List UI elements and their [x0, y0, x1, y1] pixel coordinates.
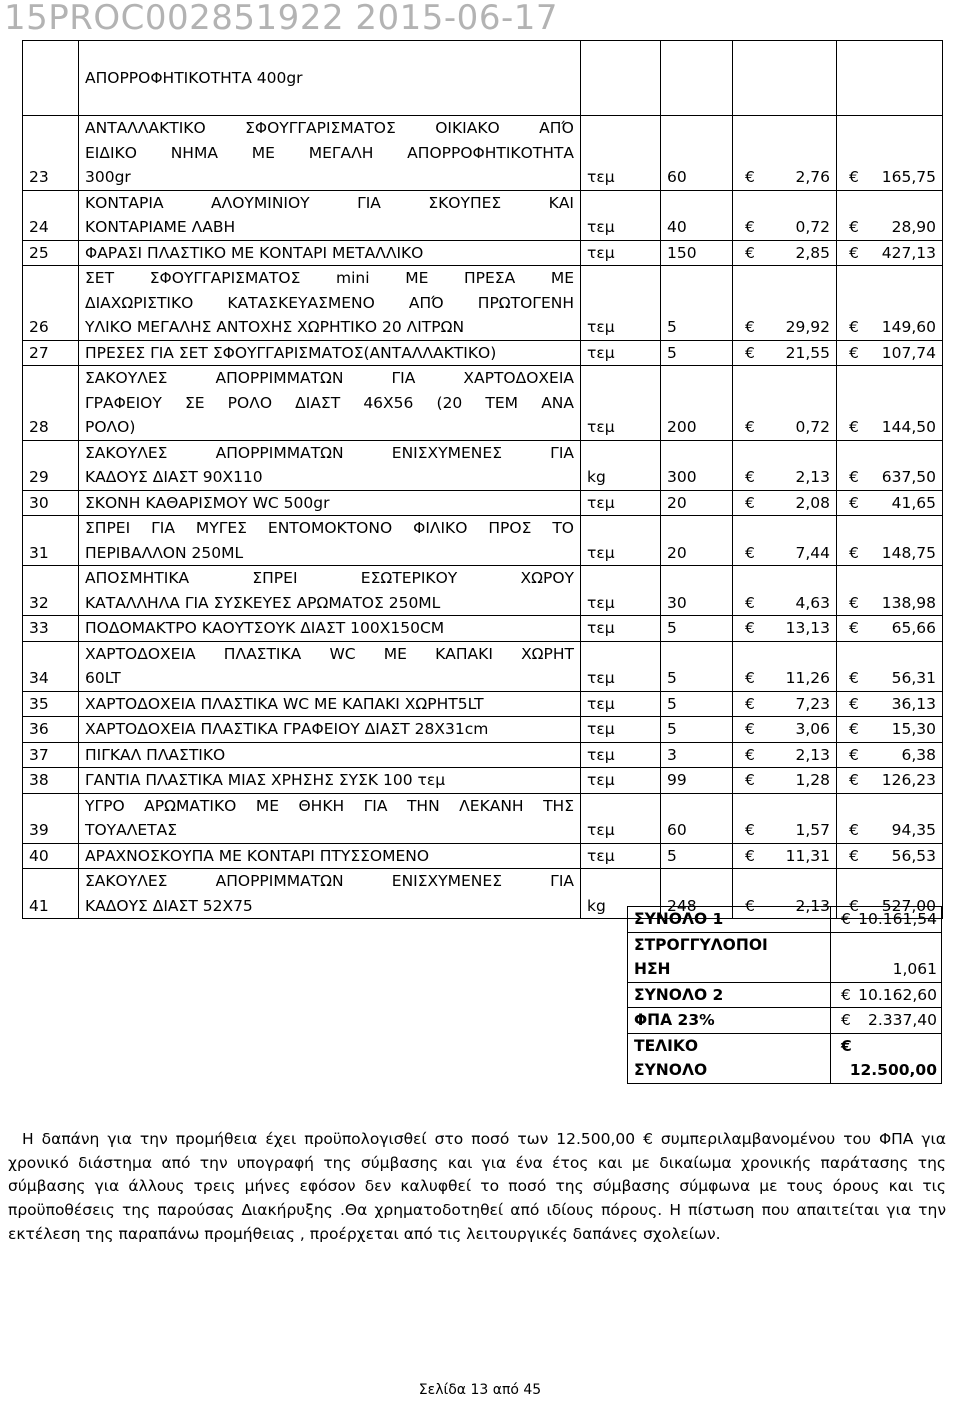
- unit-price-cell: [733, 490, 837, 516]
- euro-symbol: €: [745, 619, 755, 637]
- quantity-cell: 20: [661, 490, 733, 516]
- euro-symbol: €: [849, 218, 859, 236]
- euro-symbol: €: [849, 168, 859, 186]
- item-description-line: ΚΑΔΟΥΣ ΔΙΑΣΤ 52Χ75: [85, 896, 253, 915]
- unit-cell: τεμ: [581, 793, 661, 843]
- euro-symbol: €: [849, 243, 859, 262]
- totals-value: 1,061: [892, 960, 937, 978]
- unit-price-value: 11,31: [785, 846, 830, 865]
- item-description-line: 60LT: [85, 669, 121, 687]
- totals-value-cell: [831, 932, 942, 982]
- euro-symbol: €: [745, 168, 755, 186]
- item-description: [79, 616, 581, 642]
- item-description-line: ΧΑΡΤΟΔΟΧΕΙΑ ΠΛΑΣΤΙΚΑ WC ΜΕ ΚΑΠΑΚΙ ΧΩΡΗΤ: [85, 644, 574, 663]
- item-description-line: ΧΑΡΤΟΔΟΧΕΙΑ ΠΛΑΣΤΙΚΑ WC ΜΕ ΚΑΠΑΚΙ ΧΩΡΗΤ5LT: [85, 694, 484, 713]
- unit-price-value: 13,13: [785, 619, 830, 637]
- row-number: 26: [23, 266, 79, 341]
- euro-symbol: €: [745, 418, 755, 436]
- unit-price-cell: [733, 440, 837, 490]
- unit-price-cell: [733, 266, 837, 341]
- total-cell: [837, 490, 943, 516]
- unit-cell: kg: [581, 440, 661, 490]
- euro-symbol: €: [745, 318, 755, 336]
- quantity-cell: 5: [661, 641, 733, 691]
- total-value: 107,74: [881, 343, 936, 362]
- item-description-line: ΠΟΔΟΜΑΚΤΡΟ ΚΑΟΥΤΣΟΥΚ ΔΙΑΣΤ 100Χ150CM: [85, 619, 445, 637]
- item-description: [79, 843, 581, 869]
- unit-price-cell: [733, 566, 837, 616]
- total-value: 36,13: [891, 694, 936, 713]
- item-description: [79, 41, 581, 116]
- row-number: 36: [23, 717, 79, 743]
- item-description-line: 300gr: [85, 168, 131, 186]
- total-value: 41,65: [891, 493, 936, 512]
- totals-label: [628, 932, 831, 982]
- item-description-line: ΣΠΡΕΙ ΓΙΑ ΜΥΓΕΣ ΕΝΤΟΜΟΚΤΟΝΟ ΦΙΛΙΚΟ ΠΡΟΣ ΤΟ: [85, 519, 574, 537]
- unit-price-value: 1,28: [795, 771, 830, 789]
- row-number: 29: [23, 440, 79, 490]
- row-number: 41: [23, 869, 79, 919]
- item-description-line: ΚΟΝΤΑΡΙΑ ΑΛΟΥΜΙΝΙΟΥ ΓΙΑ ΣΚΟΥΠΕΣ ΚΑΙ: [85, 193, 574, 212]
- totals-value: 12.500,00: [849, 1061, 937, 1079]
- totals-row: [628, 907, 942, 933]
- item-description: [79, 440, 581, 490]
- quantity-cell: 99: [661, 768, 733, 794]
- unit-price-value: 7,44: [795, 543, 830, 562]
- total-cell: [837, 717, 943, 743]
- table-row: [23, 116, 943, 191]
- quantity-cell: 3: [661, 742, 733, 768]
- euro-symbol: €: [745, 669, 755, 687]
- unit-price-cell: [733, 190, 837, 240]
- row-number: 32: [23, 566, 79, 616]
- unit-cell: τεμ: [581, 843, 661, 869]
- totals-label-line: ΣΥΝΟΛΟ: [634, 1061, 708, 1079]
- totals-label-line: ΣΥΝΟΛΟ 1: [634, 910, 724, 928]
- item-description-line: ΑΡΑΧΝΟΣΚΟΥΠΑ ΜΕ ΚΟΝΤΑΡΙ ΠΤΥΣΣΟΜΕΝΟ: [85, 846, 430, 865]
- quantity-cell: 200: [661, 366, 733, 441]
- euro-symbol: €: [849, 543, 859, 562]
- unit-price-value: 2,13: [795, 745, 830, 764]
- item-description: [79, 266, 581, 341]
- total-value: 148,75: [881, 543, 936, 562]
- total-cell: [837, 516, 943, 566]
- item-description-line: ΥΓΡΟ ΑΡΩΜΑΤΙΚΟ ΜΕ ΘΗΚΗ ΓΙΑ ΤΗΝ ΛΕΚΑΝΗ ΤΗΣ: [85, 796, 574, 815]
- unit-cell: τεμ: [581, 490, 661, 516]
- table-row: [23, 768, 943, 794]
- item-description-line: ΣΕΤ ΣΦΟΥΓΓΑΡΙΣΜΑΤΟΣ mini ΜΕ ΠΡΕΣΑ ΜΕ: [85, 269, 574, 287]
- item-description-line: ΑΝΤΑΛΛΑΚΤΙΚΟ ΣΦΟΥΓΓΑΡΙΣΜΑΤΟΣ ΟΙΚΙΑΚΟ ΑΠΌ: [85, 119, 574, 137]
- unit-price-cell: [733, 516, 837, 566]
- item-description-line: ΕΙΔΙΚΟ ΝΗΜΑ ΜΕ ΜΕΓΑΛΗ ΑΠΟΡΡΟΦΗΤΙΚΟΤΗΤΑ: [85, 143, 574, 162]
- item-description-line: ΠΙΓΚΑΛ ΠΛΑΣΤΙΚΟ: [85, 745, 226, 764]
- euro-symbol: €: [849, 896, 859, 915]
- euro-symbol: €: [745, 745, 755, 764]
- totals-label: [628, 982, 831, 1008]
- item-description: [79, 240, 581, 266]
- euro-symbol: €: [745, 343, 755, 362]
- table-row: [23, 691, 943, 717]
- unit-cell: τεμ: [581, 240, 661, 266]
- item-description: [79, 793, 581, 843]
- table-row: [23, 843, 943, 869]
- euro-symbol: €: [849, 669, 859, 687]
- unit-price-value: 2,13: [795, 468, 830, 486]
- item-description: [79, 742, 581, 768]
- unit-price-value: 0,72: [795, 218, 830, 236]
- table-row: [23, 366, 943, 441]
- total-cell: [837, 41, 943, 116]
- item-description-line: ΑΠΟΡΡΟΦΗΤΙΚΟΤΗΤΑ 400gr: [85, 68, 303, 87]
- item-description-line: ΥΛΙΚΟ ΜΕΓΑΛΗΣ ΑΝΤΟΧΗΣ ΧΩΡΗΤΙΚΟ 20 ΛΙΤΡΩΝ: [85, 318, 465, 336]
- quantity-cell: 5: [661, 616, 733, 642]
- euro-symbol: €: [841, 910, 851, 928]
- item-description: [79, 116, 581, 191]
- unit-price-value: 1,57: [795, 821, 830, 839]
- euro-symbol: €: [849, 619, 859, 637]
- item-description-line: ΣΑΚΟΥΛΕΣ ΑΠΟΡΡΙΜΜΑΤΩΝ ΓΙΑ ΧΑΡΤΟΔΟΧΕΙΑ: [85, 369, 574, 387]
- row-number: 23: [23, 116, 79, 191]
- unit-price-cell: [733, 843, 837, 869]
- totals-label-line: ΦΠΑ 23%: [634, 1011, 715, 1029]
- item-description: [79, 340, 581, 366]
- item-description: [79, 691, 581, 717]
- unit-price-cell: [733, 691, 837, 717]
- total-cell: [837, 616, 943, 642]
- totals-value-cell: [831, 1033, 942, 1083]
- totals-table: [627, 906, 942, 1084]
- euro-symbol: €: [849, 318, 859, 336]
- quantity-cell: [661, 41, 733, 116]
- row-number: 35: [23, 691, 79, 717]
- item-description: [79, 768, 581, 794]
- totals-value-cell: [831, 907, 942, 933]
- item-description: [79, 190, 581, 240]
- unit-cell: τεμ: [581, 768, 661, 794]
- table-row: [23, 793, 943, 843]
- quantity-cell: 40: [661, 190, 733, 240]
- unit-price-value: 0,72: [795, 418, 830, 436]
- total-value: 427,13: [881, 243, 936, 262]
- table-row: [23, 566, 943, 616]
- item-description-line: ΦΑΡΑΣΙ ΠΛΑΣΤΙΚΟ ΜΕ ΚΟΝΤΑΡΙ ΜΕΤΑΛΛΙΚΟ: [85, 243, 424, 262]
- unit-price-cell: [733, 616, 837, 642]
- euro-symbol: €: [849, 821, 859, 839]
- total-cell: [837, 793, 943, 843]
- total-cell: [837, 440, 943, 490]
- unit-cell: τεμ: [581, 366, 661, 441]
- quantity-cell: 60: [661, 116, 733, 191]
- item-description-line: ΣΑΚΟΥΛΕΣ ΑΠΟΡΡΙΜΜΑΤΩΝ ΕΝΙΣΧΥΜΕΝΕΣ ΓΙΑ: [85, 443, 574, 462]
- row-number: 39: [23, 793, 79, 843]
- euro-symbol: €: [745, 896, 755, 915]
- unit-price-value: 29,92: [785, 318, 830, 336]
- table-row: [23, 340, 943, 366]
- row-number: 31: [23, 516, 79, 566]
- unit-price-cell: [733, 240, 837, 266]
- euro-symbol: €: [745, 694, 755, 713]
- row-number: 28: [23, 366, 79, 441]
- item-description-line: ΠΕΡΙΒΑΛΛΟΝ 250ML: [85, 543, 244, 562]
- unit-price-cell: [733, 116, 837, 191]
- totals-row: [628, 1008, 942, 1034]
- total-value: 65,66: [891, 619, 936, 637]
- totals-value: 10.162,60: [858, 985, 937, 1004]
- unit-cell: τεμ: [581, 340, 661, 366]
- row-number: 40: [23, 843, 79, 869]
- unit-cell: τεμ: [581, 266, 661, 341]
- item-description-line: ΚΑΤΑΛΛΗΛΑ ΓΙΑ ΣΥΣΚΕΥΕΣ ΑΡΩΜΑΤΟΣ 250ML: [85, 593, 441, 612]
- total-value: 15,30: [891, 720, 936, 738]
- total-cell: [837, 366, 943, 441]
- quantity-cell: 150: [661, 240, 733, 266]
- unit-cell: kg: [581, 869, 661, 919]
- total-cell: [837, 566, 943, 616]
- totals-row: [628, 1033, 942, 1083]
- quantity-cell: 5: [661, 691, 733, 717]
- euro-symbol: €: [745, 493, 755, 512]
- total-cell: [837, 843, 943, 869]
- item-description-line: ΓΡΑΦΕΙΟΥ ΣΕ ΡΟΛΟ ΔΙΑΣΤ 46Χ56 (20 ΤΕΜ ΑΝΑ: [85, 393, 574, 412]
- item-description: [79, 869, 581, 919]
- unit-price-value: 2,85: [795, 243, 830, 262]
- table-row: [23, 266, 943, 341]
- totals-label-line: ΣΤΡΟΓΓΥΛΟΠΟΙ: [634, 935, 768, 954]
- item-description-line: ΤΟΥΑΛΕΤΑΣ: [85, 821, 178, 839]
- euro-symbol: €: [745, 593, 755, 612]
- budget-paragraph-text: Η δαπάνη για την προμήθεια έχει προϋπολογισθεί στο ποσό των 12.500,00 € συμπεριλαμβανομένου του ΦΠΑ για χρονικό διάστημα από την υπογραφή της σύμβασης και για ένα έτος και με δικαίωμα χρονικής παράτασης της σύμβασης για άλλους τρεις μήνες εφόσον δεν καλυφθεί το ποσό της σύμβασης σύμφωνα με τους όρους και τις προϋποθέσεις της παρούσας Διακήρυξης .Θα χρηματοδοτηθεί από ιδίους πόρους. Η πίστωση που απαιτείται για την εκτέλεση της παραπάνω προμήθειας , προέρχεται από τις λειτουργικές δαπάνες σχολείων.: [8, 1130, 946, 1243]
- quantity-cell: 5: [661, 266, 733, 341]
- table-row: [23, 240, 943, 266]
- euro-symbol: €: [745, 720, 755, 738]
- total-value: 144,50: [881, 418, 936, 436]
- budget-paragraph: [8, 1128, 946, 1247]
- table-row: [23, 190, 943, 240]
- totals-label-line: ΗΣΗ: [634, 960, 671, 978]
- unit-price-value: 11,26: [785, 669, 830, 687]
- totals-value: 2.337,40: [867, 1011, 937, 1029]
- total-cell: [837, 190, 943, 240]
- total-value: 94,35: [891, 821, 936, 839]
- row-number-cell: [23, 41, 79, 116]
- unit-cell: τεμ: [581, 717, 661, 743]
- item-description-line: ΚΑΔΟΥΣ ΔΙΑΣΤ 90Χ110: [85, 468, 263, 486]
- euro-symbol: €: [745, 218, 755, 236]
- total-value: 527,00: [881, 896, 936, 915]
- row-number: 30: [23, 490, 79, 516]
- unit-cell: τεμ: [581, 691, 661, 717]
- euro-symbol: €: [849, 493, 859, 512]
- item-description: [79, 490, 581, 516]
- item-description-line: ΚΟΝΤΑΡΙΑΜΕ ΛΑΒΗ: [85, 218, 236, 236]
- items-table: [22, 40, 943, 919]
- quantity-cell: 5: [661, 843, 733, 869]
- unit-cell: τεμ: [581, 616, 661, 642]
- total-value: 165,75: [881, 168, 936, 186]
- euro-symbol: €: [849, 771, 859, 789]
- total-cell: [837, 116, 943, 191]
- euro-symbol: €: [849, 694, 859, 713]
- euro-symbol: €: [849, 343, 859, 362]
- unit-price-cell: [733, 340, 837, 366]
- euro-symbol: €: [849, 468, 859, 486]
- item-description: [79, 566, 581, 616]
- item-description-line: ΧΑΡΤΟΔΟΧΕΙΑ ΠΛΑΣΤΙΚΑ ΓΡΑΦΕΙΟΥ ΔΙΑΣΤ 28Χ31cm: [85, 720, 489, 738]
- item-description-line: ΓΑΝΤΙΑ ΠΛΑΣΤΙΚΑ ΜΙΑΣ ΧΡΗΣΗΣ ΣΥΣΚ 100 τεμ: [85, 771, 446, 789]
- total-value: 149,60: [881, 318, 936, 336]
- euro-symbol: €: [745, 543, 755, 562]
- unit-price-cell: [733, 768, 837, 794]
- unit-price-value: 4,63: [795, 593, 830, 612]
- quantity-cell: 20: [661, 516, 733, 566]
- totals-value-cell: [831, 982, 942, 1008]
- row-number: 34: [23, 641, 79, 691]
- euro-symbol: €: [841, 1011, 851, 1029]
- unit-cell: τεμ: [581, 116, 661, 191]
- total-cell: [837, 768, 943, 794]
- euro-symbol: €: [841, 985, 851, 1004]
- total-cell: [837, 266, 943, 341]
- document-watermark: 15PROC002851922 2015-06-17: [4, 0, 558, 38]
- item-description-line: ΣΑΚΟΥΛΕΣ ΑΠΟΡΡΙΜΜΑΤΩΝ ΕΝΙΣΧΥΜΕΝΕΣ ΓΙΑ: [85, 872, 574, 890]
- euro-symbol: €: [849, 418, 859, 436]
- totals-row: [628, 932, 942, 982]
- euro-symbol: €: [745, 243, 755, 262]
- totals-row: [628, 982, 942, 1008]
- unit-price-value: 2,08: [795, 493, 830, 512]
- row-number: 24: [23, 190, 79, 240]
- euro-symbol: €: [745, 771, 755, 789]
- totals-label: [628, 907, 831, 933]
- row-number: 33: [23, 616, 79, 642]
- euro-symbol: €: [745, 821, 755, 839]
- item-description-line: ΡΟΛΟ): [85, 418, 136, 436]
- total-value: 637,50: [881, 468, 936, 486]
- euro-symbol: €: [849, 846, 859, 865]
- totals-label-line: ΣΥΝΟΛΟ 2: [634, 985, 724, 1004]
- totals-table-body: [628, 907, 942, 1084]
- unit-price-cell: [733, 41, 837, 116]
- item-description: [79, 717, 581, 743]
- unit-cell: τεμ: [581, 742, 661, 768]
- row-number: 38: [23, 768, 79, 794]
- table-row: [23, 742, 943, 768]
- item-description: [79, 516, 581, 566]
- euro-symbol: €: [745, 468, 755, 486]
- total-cell: [837, 641, 943, 691]
- unit-price-cell: [733, 742, 837, 768]
- euro-symbol: €: [849, 720, 859, 738]
- unit-cell: τεμ: [581, 516, 661, 566]
- row-number: 37: [23, 742, 79, 768]
- total-value: 56,31: [891, 669, 936, 687]
- quantity-cell: 5: [661, 717, 733, 743]
- table-row: [23, 440, 943, 490]
- totals-label: [628, 1008, 831, 1034]
- euro-symbol: €: [745, 846, 755, 865]
- total-cell: [837, 742, 943, 768]
- unit-price-cell: [733, 793, 837, 843]
- table-row-continuation: [23, 41, 943, 116]
- unit-price-cell: [733, 717, 837, 743]
- unit-price-value: 7,23: [795, 694, 830, 713]
- euro-symbol: €: [849, 593, 859, 612]
- total-value: 6,38: [901, 745, 936, 764]
- total-cell: [837, 240, 943, 266]
- table-row: [23, 516, 943, 566]
- row-number: 27: [23, 340, 79, 366]
- total-value: 138,98: [881, 593, 936, 612]
- item-description-line: ΣΚΟΝΗ ΚΑΘΑΡΙΣΜΟΥ WC 500gr: [85, 493, 330, 512]
- totals-value: 10.161,54: [858, 910, 937, 928]
- total-cell: [837, 340, 943, 366]
- item-description: [79, 641, 581, 691]
- totals-label-line: ΤΕΛΙΚΟ: [634, 1036, 699, 1055]
- unit-price-value: 2,76: [795, 168, 830, 186]
- total-value: 28,90: [891, 218, 936, 236]
- item-description-line: ΠΡΕΣΕΣ ΓΙΑ ΣΕΤ ΣΦΟΥΓΓΑΡΙΣΜΑΤΟΣ(ΑΝΤΑΛΛΑΚΤΙΚΟ): [85, 343, 497, 362]
- unit-price-cell: [733, 641, 837, 691]
- total-cell: [837, 691, 943, 717]
- quantity-cell: 300: [661, 440, 733, 490]
- unit-cell: τεμ: [581, 190, 661, 240]
- quantity-cell: 30: [661, 566, 733, 616]
- quantity-cell: 5: [661, 340, 733, 366]
- totals-label: [628, 1033, 831, 1083]
- item-description-line: ΑΠΟΣΜΗΤΙΚΑ ΣΠΡΕΙ ΕΣΩΤΕΡΙΚΟΥ ΧΩΡΟΥ: [85, 569, 574, 587]
- quantity-cell: 248: [661, 869, 733, 919]
- table-row: [23, 717, 943, 743]
- unit-cell: τεμ: [581, 566, 661, 616]
- totals-value-cell: [831, 1008, 942, 1034]
- unit-cell: τεμ: [581, 641, 661, 691]
- items-table-body: [23, 41, 943, 919]
- quantity-cell: 60: [661, 793, 733, 843]
- total-value: 56,53: [891, 846, 936, 865]
- item-description-line: ΔΙΑΧΩΡΙΣΤΙΚΟ ΚΑΤΑΣΚΕΥΑΣΜΕΝΟ ΑΠΌ ΠΡΩΤΟΓΕΝΗ: [85, 293, 574, 312]
- euro-symbol: €: [841, 1036, 852, 1055]
- euro-symbol: €: [849, 745, 859, 764]
- unit-cell: [581, 41, 661, 116]
- table-row: [23, 641, 943, 691]
- item-description: [79, 366, 581, 441]
- total-value: 126,23: [881, 771, 936, 789]
- table-row: [23, 616, 943, 642]
- unit-price-value: 21,55: [785, 343, 830, 362]
- row-number: 25: [23, 240, 79, 266]
- page-footer: Σελίδα 13 από 45: [418, 1382, 542, 1398]
- unit-price-value: 2,13: [795, 896, 830, 915]
- unit-price-cell: [733, 366, 837, 441]
- unit-price-value: 3,06: [795, 720, 830, 738]
- table-row: [23, 490, 943, 516]
